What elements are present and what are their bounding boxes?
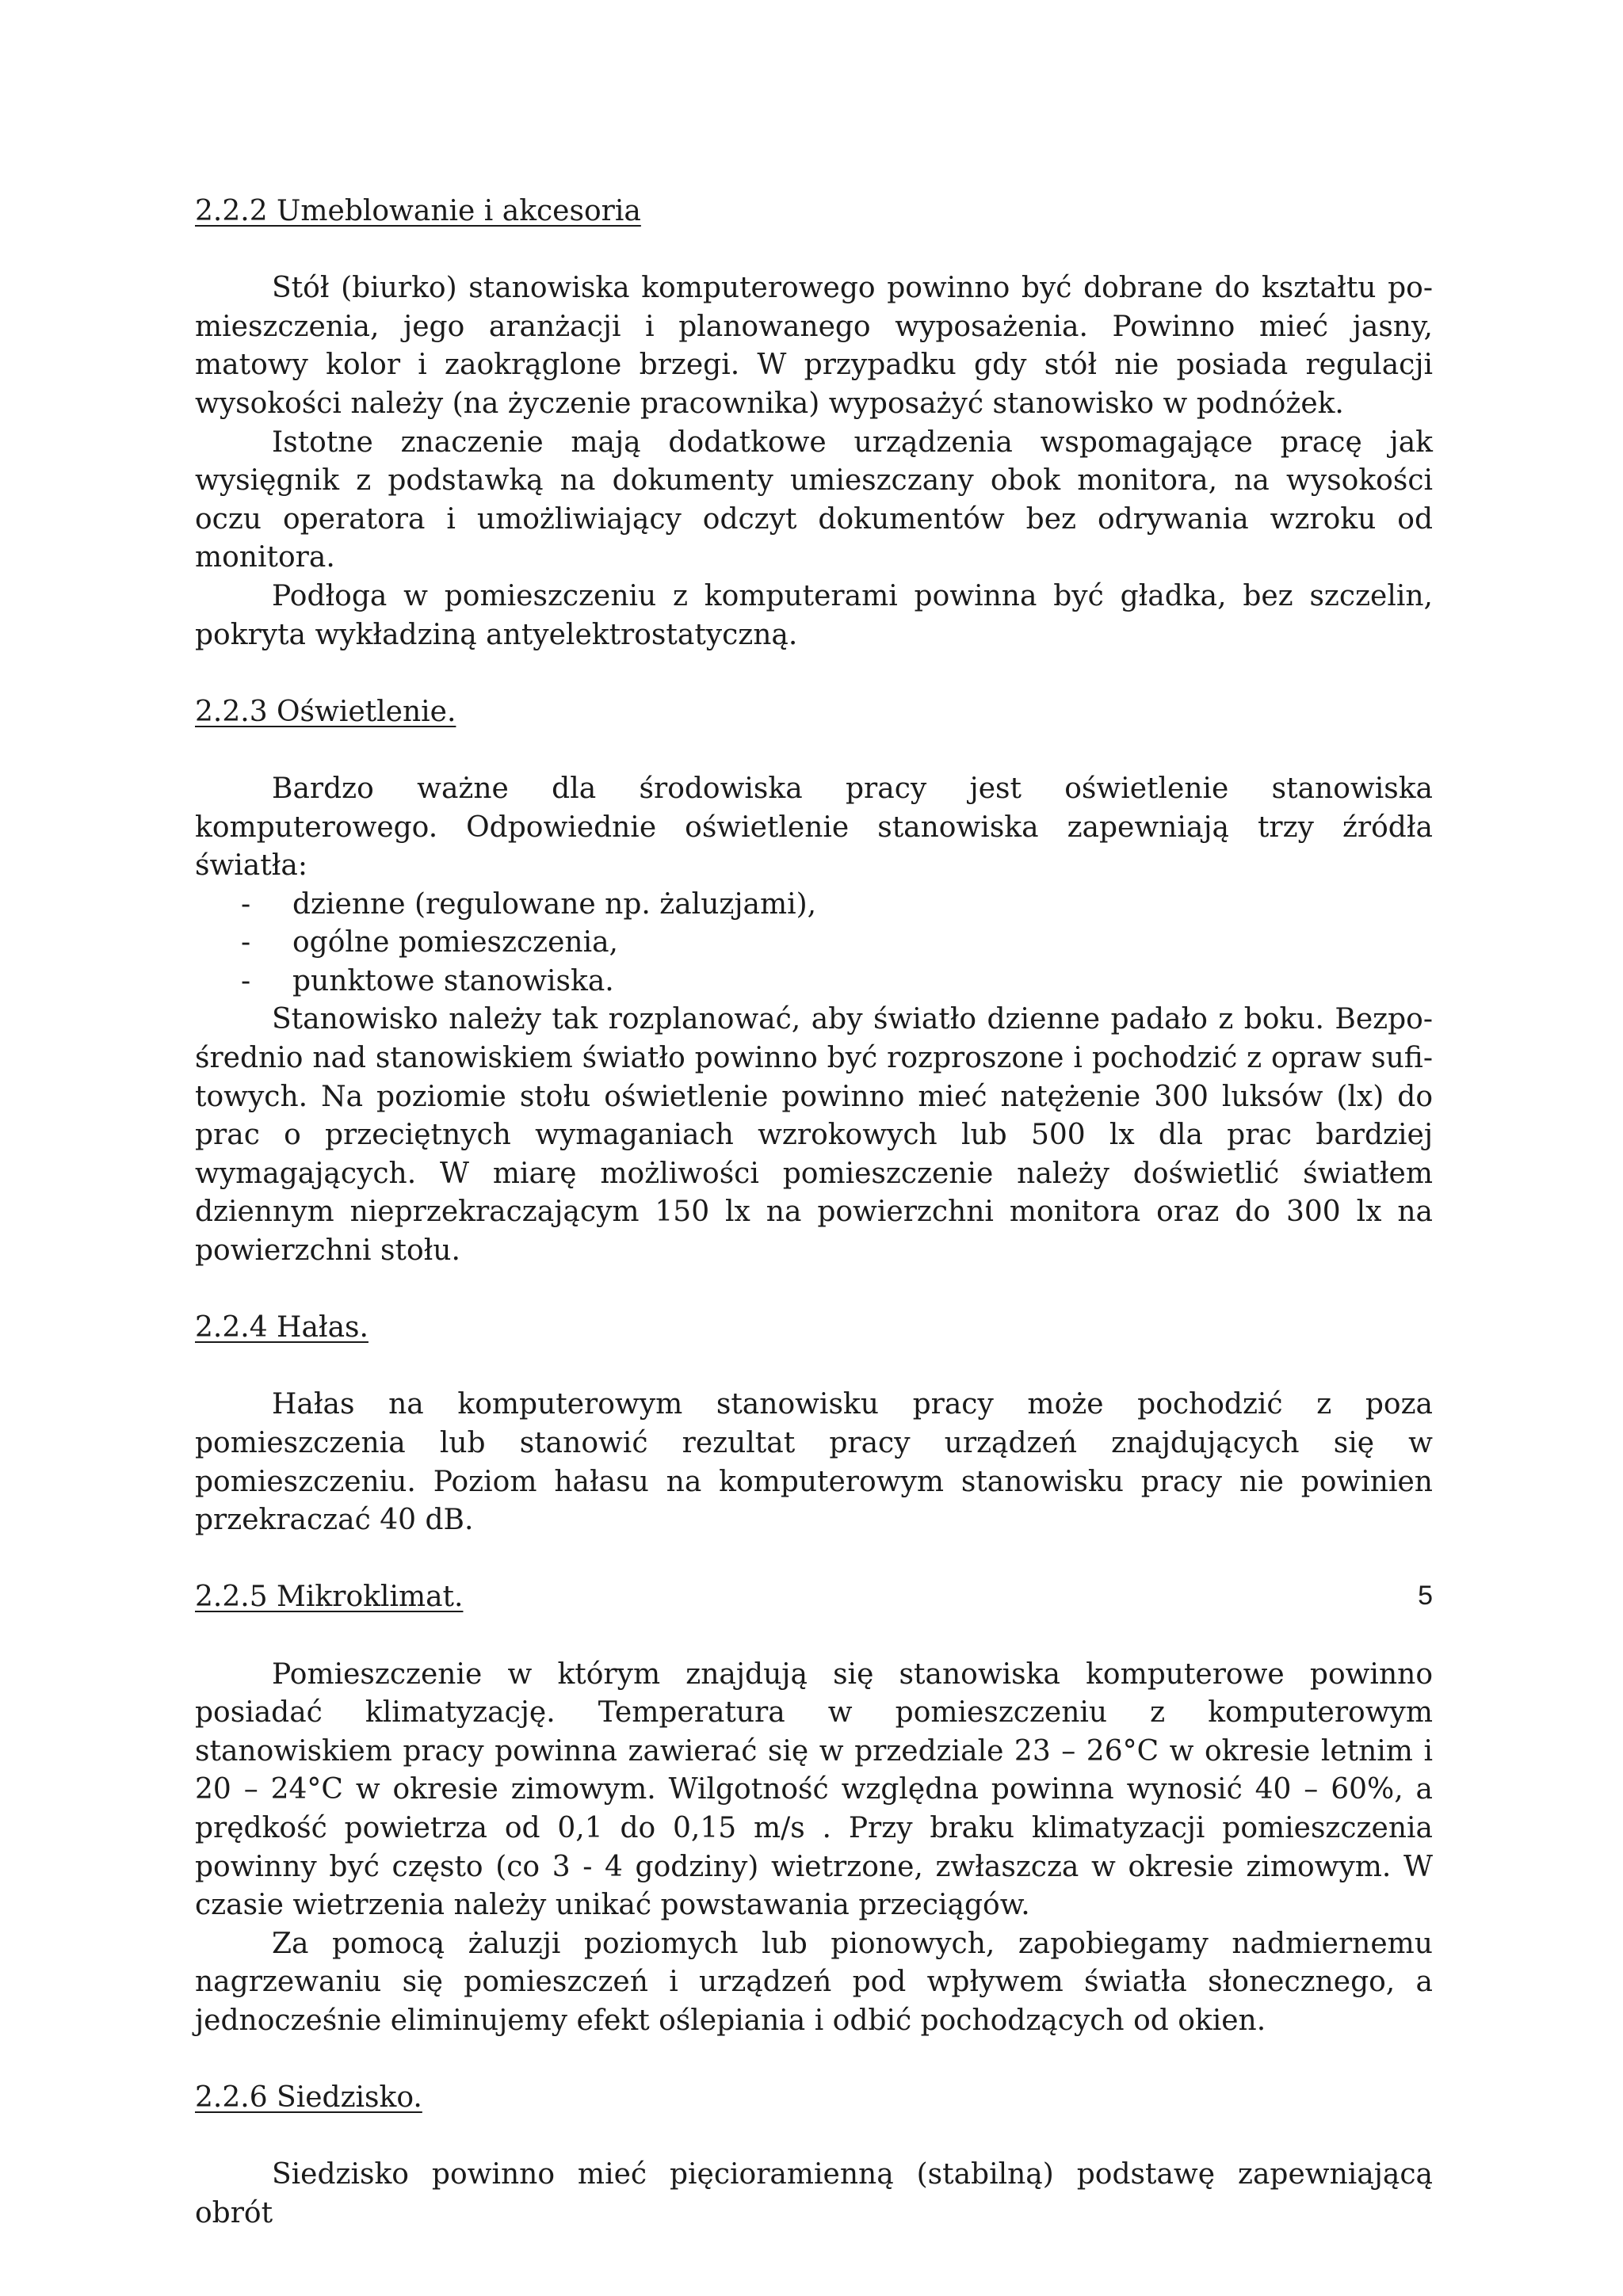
paragraph: Istotne znaczenie mają dodatkowe urządzenia wspomagające pracę jak wysięgnik z podstawką na dokumenty umieszczany obok monitora, na wysokości oczu operatora i umożliwiający odczyt dokumentów bez odrywania wzroku od monitora. [195, 425, 1433, 574]
list-item: - punktowe stanowiska. [195, 963, 1433, 1001]
paragraph: Hałas na komputerowym stanowisku pracy może pochodzić z poza pomieszczenia lub stanowić rezultat pracy urządzeń znajdujących się w pomieszczeniu. Poziom hałasu na komputerowym stanowisku pracy nie powinien przekraczać 40 dB. [195, 1388, 1433, 1537]
paragraph: Za pomocą żaluzji poziomych lub pionowych, zapobiegamy nadmiernemu nagrzewaniu się pomieszczeń i urządzeń pod wpływem światła słonecznego, a jednocześnie eliminujemy efekt oślepiania i odbić pochodzących od okien. [195, 1927, 1433, 2037]
paragraph: Podłoga w pomieszczeniu z komputerami powinna być gładka, bez szczelin, pokryta wykładziną antyelektrostatyczną. [195, 579, 1433, 651]
list-item: - dzienne (regulowane np. żaluzjami), [195, 886, 1433, 925]
paragraph: Stół (biurko) stanowiska komputerowego powinno być dobrane do kształtu pomieszczenia, jego aranżacji i planowanego wyposażenia. Powinno mieć jasny, matowy kolor i zaokrąglone brzegi. W przypadku gdy stół nie posiada regulacji wysokości należy (na życzenie pracownika) wyposażyć stanowisko w podnóżek. [195, 272, 1433, 420]
document-page [195, 193, 1433, 2233]
page-number: 5 [1418, 1581, 1433, 1611]
list-marker: - [241, 887, 251, 921]
paragraph: Siedzisko powinno mieć pięcioramienną (stabilną) podstawę zapewniającą obrót [195, 2158, 1433, 2229]
section-heading: 2.2.3 Oświetlenie. [195, 695, 456, 728]
section-heading: 2.2.2 Umeblowanie i akcesoria [195, 195, 641, 227]
section-siedzisko [195, 2079, 1433, 2233]
section-oswietlenie [195, 693, 1433, 1271]
section-heading: 2.2.6 Siedzisko. [195, 2081, 422, 2115]
section-heading: 2.2.5 Mikroklimat. [195, 1581, 464, 1614]
list-item: - ogólne pomieszczenia, [195, 924, 1433, 963]
section-heading: 2.2.4 Hałas. [195, 1311, 369, 1344]
section-umeblowanie [195, 193, 1433, 654]
section-halas [195, 1309, 1433, 1540]
paragraph: Bardzo ważne dla środowiska pracy jest oświetlenie stanowiska komputerowego. Odpowiednie oświetlenie stanowiska zapewniają trzy źródła światła: [195, 772, 1433, 883]
section-mikroklimat [195, 1578, 1433, 2040]
list-marker: - [241, 926, 251, 959]
paragraph: Pomieszczenie w którym znajdują się stanowiska komputerowe powinno posiadać klimatyzację. Temperatura w pomieszczeniu z komputerowym stanowiskiem pracy powinna zawierać się w przedziale 23 – 26°C w okresie letnim i 20 – 24°C w okresie zimowym. Wilgotność względna powinna wynosić 40 – 60%, a prędkość powietrza od 0,1 do 0,15 m/s . Przy braku klimatyzacji pomieszczenia powinny być często (co 3 - 4 godziny) wietrzone, zwłaszcza w okresie zimowym. W czasie wietrzenia należy unikać powstawania przeciągów. [195, 1657, 1433, 1922]
list-marker: - [241, 964, 251, 997]
paragraph: Stanowisko należy tak rozplanować, aby światło dzienne padało z boku. Bezpośrednio nad stanowiskiem światło powinno być rozproszone i pochodzić z opraw sufitowych. Na poziomie stołu oświetlenie powinno mieć natężenie 300 luksów (lx) do prac o przeciętnych wymaganiach wzrokowych lub 500 lx dla prac bardziej wymagających. W miarę możliwości pomieszczenie należy doświetlić światłem dziennym nieprzekraczającym 150 lx na powierzchni monitora oraz do 300 lx na powierzchni stołu. [195, 1003, 1433, 1268]
light-sources-list [195, 886, 1433, 1001]
